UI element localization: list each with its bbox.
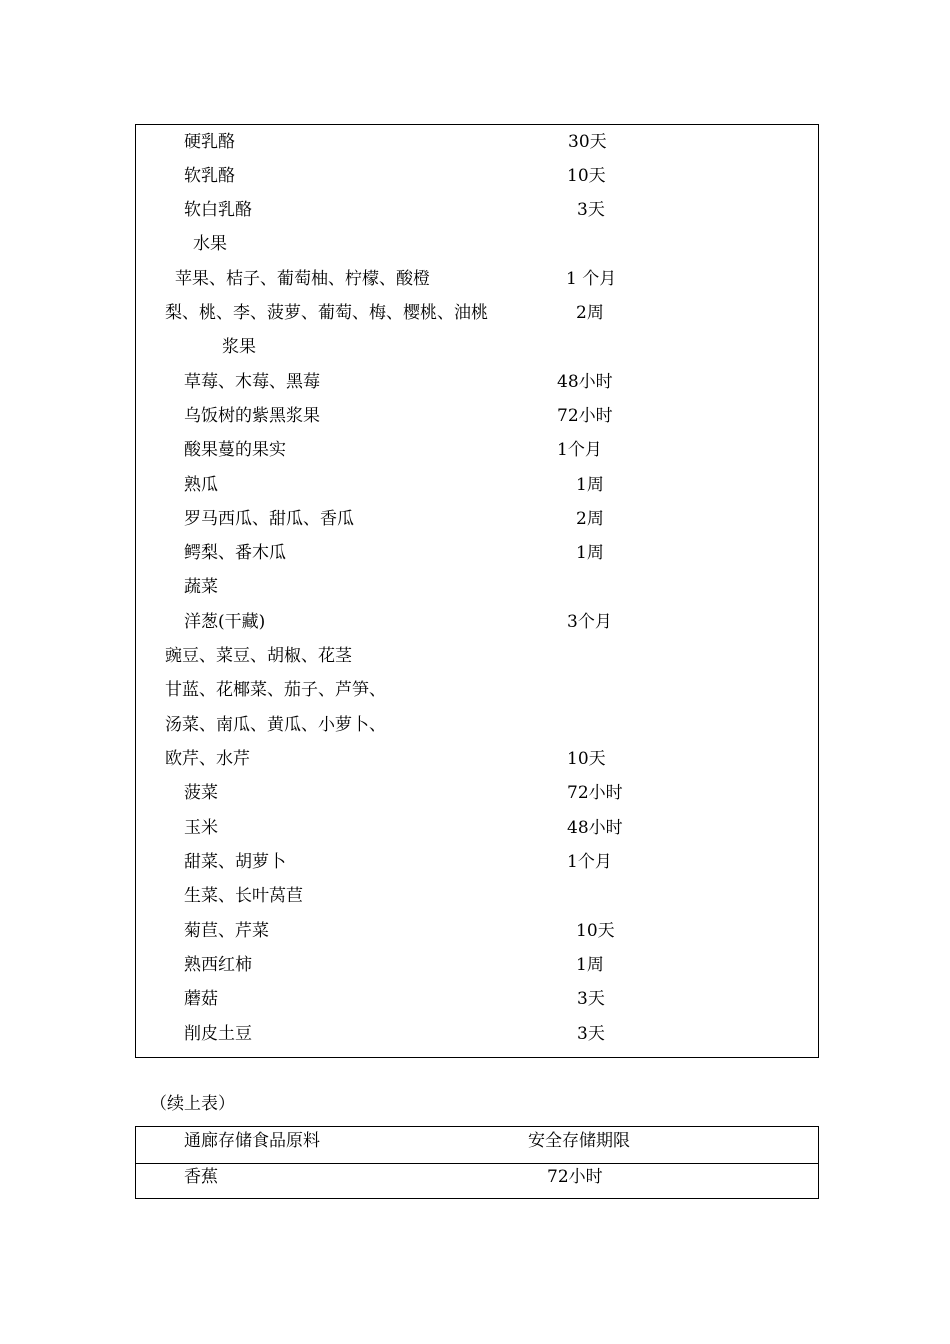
category-heading: 水果 bbox=[193, 234, 227, 254]
storage-period: 72小时 bbox=[567, 783, 623, 803]
table-row bbox=[136, 639, 818, 673]
storage-period: 2周 bbox=[576, 509, 604, 529]
storage-period: 1周 bbox=[576, 955, 604, 975]
food-item: 欧芹、水芹 bbox=[165, 749, 250, 769]
table-header-row bbox=[136, 1127, 818, 1164]
table-row bbox=[136, 365, 818, 399]
storage-period: 1 个月 bbox=[566, 269, 617, 289]
table-row bbox=[136, 708, 818, 742]
storage-period: 3天 bbox=[577, 200, 605, 220]
table-row bbox=[136, 776, 818, 810]
food-item: 菊苣、芹菜 bbox=[184, 921, 269, 941]
food-item: 乌饭树的紫黑浆果 bbox=[184, 406, 320, 426]
table-row bbox=[136, 742, 818, 776]
table-row bbox=[136, 125, 818, 159]
table-row bbox=[136, 570, 818, 604]
category-heading: 浆果 bbox=[222, 337, 256, 357]
table-row bbox=[136, 914, 818, 948]
food-item: 酸果蔓的果实 bbox=[184, 440, 286, 460]
column-header-period: 安全存储期限 bbox=[528, 1131, 630, 1151]
storage-table bbox=[135, 124, 819, 1058]
table-row bbox=[136, 879, 818, 913]
food-item: 软乳酪 bbox=[184, 166, 235, 186]
food-item: 熟瓜 bbox=[184, 475, 218, 495]
storage-period: 30天 bbox=[568, 132, 607, 152]
food-item: 生菜、长叶莴苣 bbox=[184, 886, 303, 906]
storage-period: 2周 bbox=[576, 303, 604, 323]
table-row bbox=[136, 399, 818, 433]
table-row bbox=[136, 536, 818, 570]
storage-period: 1个月 bbox=[567, 852, 612, 872]
storage-period: 1个月 bbox=[557, 440, 602, 460]
food-item: 梨、桃、李、菠萝、葡萄、梅、樱桃、油桃 bbox=[165, 303, 488, 323]
storage-period: 72小时 bbox=[547, 1167, 603, 1187]
table-row bbox=[136, 502, 818, 536]
table-row bbox=[136, 193, 818, 227]
table-row bbox=[136, 982, 818, 1016]
food-item: 鳄梨、番木瓜 bbox=[184, 543, 286, 563]
category-heading: 蔬菜 bbox=[184, 577, 218, 597]
storage-period: 3天 bbox=[577, 989, 605, 1009]
storage-period: 72小时 bbox=[557, 406, 613, 426]
table-row bbox=[136, 433, 818, 467]
food-item: 菠菜 bbox=[184, 783, 218, 803]
table-row bbox=[136, 845, 818, 879]
food-item: 草莓、木莓、黑莓 bbox=[184, 372, 320, 392]
table-row bbox=[136, 673, 818, 707]
food-item: 汤菜、南瓜、黄瓜、小萝卜、 bbox=[165, 715, 386, 735]
table-row bbox=[136, 948, 818, 982]
food-item: 洋葱(干藏) bbox=[184, 612, 266, 632]
food-item: 豌豆、菜豆、胡椒、花茎 bbox=[165, 646, 352, 666]
storage-period: 1周 bbox=[576, 543, 604, 563]
table-row bbox=[136, 296, 818, 330]
food-item: 甜菜、胡萝卜 bbox=[184, 852, 286, 872]
storage-period: 48小时 bbox=[567, 818, 623, 838]
table-row bbox=[136, 330, 818, 364]
table-row bbox=[136, 227, 818, 261]
storage-period: 3个月 bbox=[567, 612, 612, 632]
food-item: 硬乳酪 bbox=[184, 132, 235, 152]
storage-period: 10天 bbox=[567, 749, 606, 769]
table-row bbox=[136, 605, 818, 639]
food-item: 罗马西瓜、甜瓜、香瓜 bbox=[184, 509, 354, 529]
storage-period: 48小时 bbox=[557, 372, 613, 392]
storage-period: 3天 bbox=[577, 1024, 605, 1044]
storage-period: 10天 bbox=[576, 921, 615, 941]
storage-table-continued bbox=[135, 1126, 819, 1199]
food-item: 削皮土豆 bbox=[184, 1024, 252, 1044]
table-row bbox=[136, 262, 818, 296]
storage-period: 1周 bbox=[576, 475, 604, 495]
storage-period: 10天 bbox=[567, 166, 606, 186]
food-item: 甘蓝、花椰菜、茄子、芦笋、 bbox=[165, 680, 386, 700]
continued-caption: （续上表） bbox=[150, 1094, 235, 1114]
table-row bbox=[136, 1017, 818, 1051]
food-item: 香蕉 bbox=[184, 1167, 218, 1187]
column-header-item: 通廊存储食品原料 bbox=[184, 1131, 320, 1151]
table-row bbox=[136, 811, 818, 845]
food-item: 熟西红柿 bbox=[184, 955, 252, 975]
food-item: 蘑菇 bbox=[184, 989, 218, 1009]
food-item: 软白乳酪 bbox=[184, 200, 252, 220]
table-row bbox=[136, 159, 818, 193]
food-item: 玉米 bbox=[184, 818, 218, 838]
table-row bbox=[136, 468, 818, 502]
food-item: 苹果、桔子、葡萄柚、柠檬、酸橙 bbox=[175, 269, 430, 289]
